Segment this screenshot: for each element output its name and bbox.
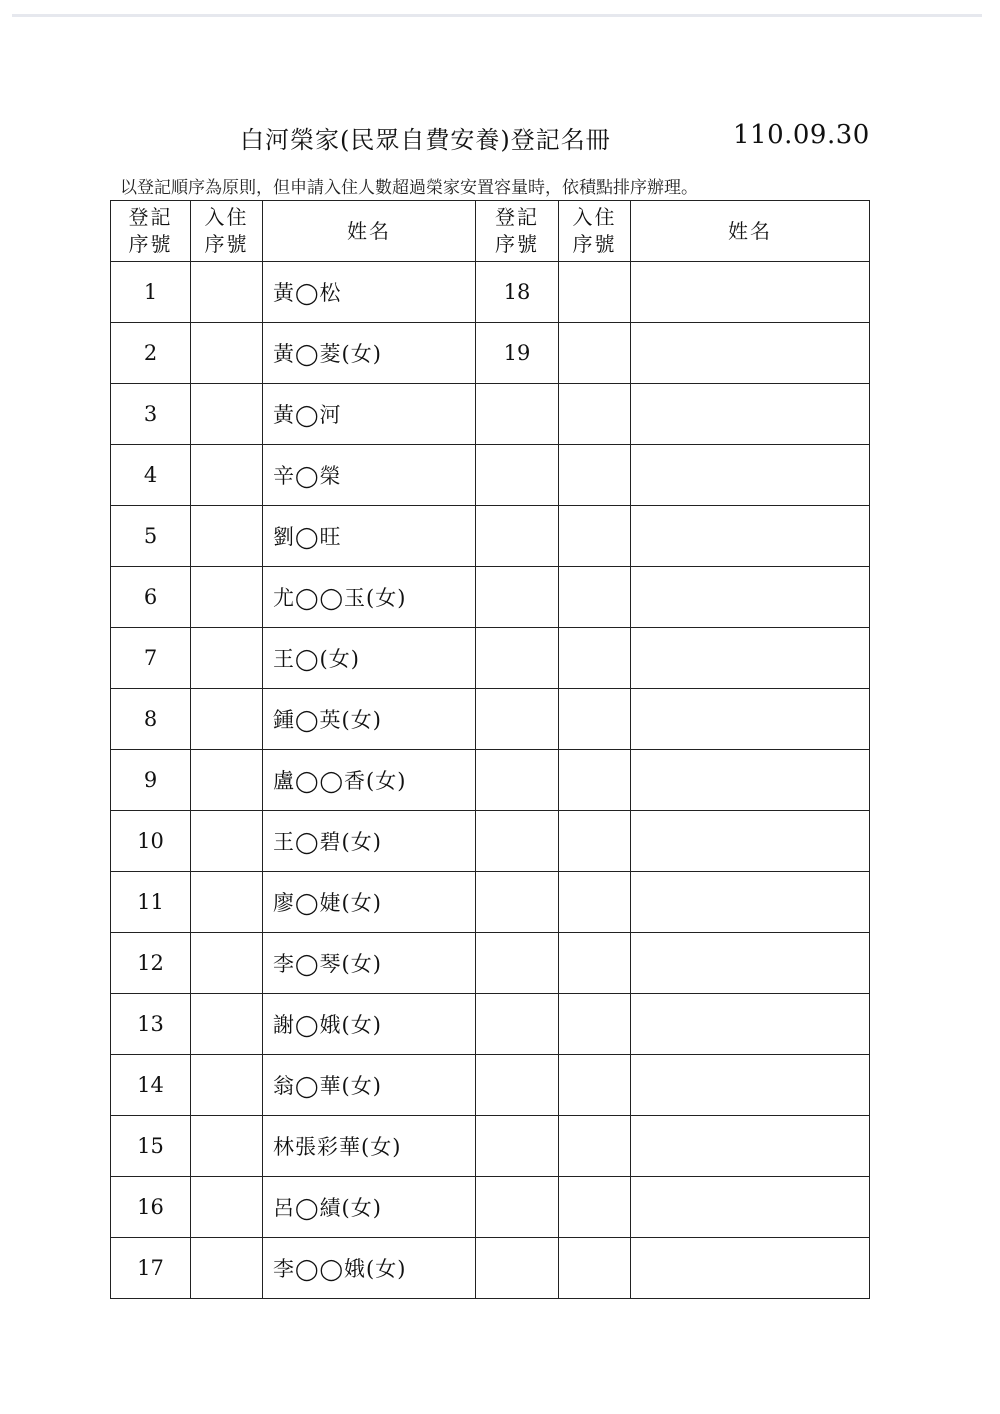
name-2-cell xyxy=(631,994,870,1055)
move-in-no-cell xyxy=(191,445,263,506)
move-in-no-2-cell xyxy=(559,506,631,567)
reg-no-cell: 16 xyxy=(111,1177,191,1238)
reg-no-cell: 11 xyxy=(111,872,191,933)
reg-no-cell: 1 xyxy=(111,262,191,323)
move-in-no-2-cell xyxy=(559,1116,631,1177)
reg-no-2-cell xyxy=(476,1238,559,1299)
table-row xyxy=(111,262,870,323)
table-row xyxy=(111,1116,870,1177)
table-header-row xyxy=(111,201,870,262)
name-2-cell xyxy=(631,1177,870,1238)
name-2-cell xyxy=(631,1055,870,1116)
move-in-no-cell xyxy=(191,567,263,628)
table-row xyxy=(111,1177,870,1238)
table-row xyxy=(111,323,870,384)
name-cell: 林張彩華(女) xyxy=(263,1116,476,1177)
table-body xyxy=(111,262,870,1299)
move-in-no-cell xyxy=(191,689,263,750)
move-in-no-cell xyxy=(191,323,263,384)
name-cell: 黃◯菱(女) xyxy=(263,323,476,384)
move-in-no-cell xyxy=(191,628,263,689)
move-in-no-2-cell xyxy=(559,994,631,1055)
table-row xyxy=(111,628,870,689)
table-row xyxy=(111,445,870,506)
move-in-no-cell xyxy=(191,872,263,933)
name-cell: 李◯琴(女) xyxy=(263,933,476,994)
move-in-no-2-cell xyxy=(559,445,631,506)
name-cell: 廖◯婕(女) xyxy=(263,872,476,933)
reg-no-2-cell xyxy=(476,1177,559,1238)
reg-no-cell: 6 xyxy=(111,567,191,628)
reg-no-cell: 8 xyxy=(111,689,191,750)
reg-no-cell: 9 xyxy=(111,750,191,811)
document-date: 110.09.30 xyxy=(733,120,870,150)
header-reg-no: 登記 序號 xyxy=(111,201,191,262)
name-cell: 謝◯娥(女) xyxy=(263,994,476,1055)
table-row xyxy=(111,750,870,811)
name-2-cell xyxy=(631,933,870,994)
header-move-in-no: 入住 序號 xyxy=(191,201,263,262)
reg-no-2-cell xyxy=(476,994,559,1055)
move-in-no-2-cell xyxy=(559,262,631,323)
move-in-no-2-cell xyxy=(559,1238,631,1299)
name-cell: 鍾◯英(女) xyxy=(263,689,476,750)
move-in-no-2-cell xyxy=(559,1055,631,1116)
reg-no-2-cell xyxy=(476,384,559,445)
reg-no-2-cell xyxy=(476,506,559,567)
name-2-cell xyxy=(631,689,870,750)
move-in-no-cell xyxy=(191,1055,263,1116)
reg-no-2-cell xyxy=(476,628,559,689)
move-in-no-cell xyxy=(191,384,263,445)
name-cell: 黃◯河 xyxy=(263,384,476,445)
reg-no-cell: 3 xyxy=(111,384,191,445)
reg-no-cell: 10 xyxy=(111,811,191,872)
reg-no-cell: 4 xyxy=(111,445,191,506)
name-2-cell xyxy=(631,445,870,506)
move-in-no-cell xyxy=(191,994,263,1055)
registration-table xyxy=(110,200,870,1299)
name-cell: 尤◯◯玉(女) xyxy=(263,567,476,628)
name-2-cell xyxy=(631,872,870,933)
reg-no-2-cell xyxy=(476,750,559,811)
name-2-cell xyxy=(631,628,870,689)
name-cell: 王◯(女) xyxy=(263,628,476,689)
reg-no-2-cell xyxy=(476,689,559,750)
name-2-cell xyxy=(631,1116,870,1177)
name-2-cell xyxy=(631,262,870,323)
move-in-no-cell xyxy=(191,811,263,872)
reg-no-2-cell xyxy=(476,933,559,994)
move-in-no-cell xyxy=(191,506,263,567)
name-cell: 王◯碧(女) xyxy=(263,811,476,872)
name-cell: 劉◯旺 xyxy=(263,506,476,567)
reg-no-cell: 15 xyxy=(111,1116,191,1177)
move-in-no-2-cell xyxy=(559,323,631,384)
name-2-cell xyxy=(631,750,870,811)
reg-no-cell: 7 xyxy=(111,628,191,689)
name-2-cell xyxy=(631,811,870,872)
reg-no-2-cell xyxy=(476,811,559,872)
move-in-no-2-cell xyxy=(559,384,631,445)
header-name: 姓名 xyxy=(263,201,476,262)
table-row xyxy=(111,933,870,994)
name-cell: 盧◯◯香(女) xyxy=(263,750,476,811)
move-in-no-cell xyxy=(191,1177,263,1238)
reg-no-cell: 17 xyxy=(111,1238,191,1299)
reg-no-2-cell: 19 xyxy=(476,323,559,384)
name-2-cell xyxy=(631,567,870,628)
name-2-cell xyxy=(631,384,870,445)
name-2-cell xyxy=(631,1238,870,1299)
move-in-no-2-cell xyxy=(559,872,631,933)
reg-no-cell: 13 xyxy=(111,994,191,1055)
move-in-no-2-cell xyxy=(559,933,631,994)
table-row xyxy=(111,567,870,628)
document-title: 白河榮家(民眾自費安養)登記名冊 xyxy=(240,126,611,154)
table-row xyxy=(111,872,870,933)
reg-no-cell: 2 xyxy=(111,323,191,384)
header-name-2: 姓名 xyxy=(631,201,870,262)
table-row xyxy=(111,384,870,445)
name-cell: 李◯◯娥(女) xyxy=(263,1238,476,1299)
table-row xyxy=(111,811,870,872)
move-in-no-2-cell xyxy=(559,750,631,811)
table-row xyxy=(111,689,870,750)
move-in-no-cell xyxy=(191,933,263,994)
header-move-in-no-2: 入住 序號 xyxy=(559,201,631,262)
scan-edge xyxy=(12,14,982,17)
name-cell: 翁◯華(女) xyxy=(263,1055,476,1116)
move-in-no-2-cell xyxy=(559,628,631,689)
table-row xyxy=(111,1238,870,1299)
name-cell: 黃◯松 xyxy=(263,262,476,323)
name-cell: 辛◯榮 xyxy=(263,445,476,506)
move-in-no-cell xyxy=(191,1116,263,1177)
move-in-no-cell xyxy=(191,262,263,323)
reg-no-2-cell xyxy=(476,872,559,933)
table-row xyxy=(111,994,870,1055)
table-row xyxy=(111,1055,870,1116)
document-note: 以登記順序為原則，但申請入住人數超過榮家安置容量時，依積點排序辦理。 xyxy=(120,178,698,198)
name-2-cell xyxy=(631,506,870,567)
move-in-no-2-cell xyxy=(559,567,631,628)
reg-no-2-cell: 18 xyxy=(476,262,559,323)
header-reg-no-2: 登記 序號 xyxy=(476,201,559,262)
move-in-no-cell xyxy=(191,1238,263,1299)
reg-no-2-cell xyxy=(476,445,559,506)
table-row xyxy=(111,506,870,567)
reg-no-cell: 14 xyxy=(111,1055,191,1116)
move-in-no-cell xyxy=(191,750,263,811)
name-2-cell xyxy=(631,323,870,384)
move-in-no-2-cell xyxy=(559,689,631,750)
reg-no-cell: 12 xyxy=(111,933,191,994)
move-in-no-2-cell xyxy=(559,811,631,872)
name-cell: 呂◯績(女) xyxy=(263,1177,476,1238)
reg-no-2-cell xyxy=(476,1116,559,1177)
reg-no-cell: 5 xyxy=(111,506,191,567)
reg-no-2-cell xyxy=(476,567,559,628)
reg-no-2-cell xyxy=(476,1055,559,1116)
move-in-no-2-cell xyxy=(559,1177,631,1238)
